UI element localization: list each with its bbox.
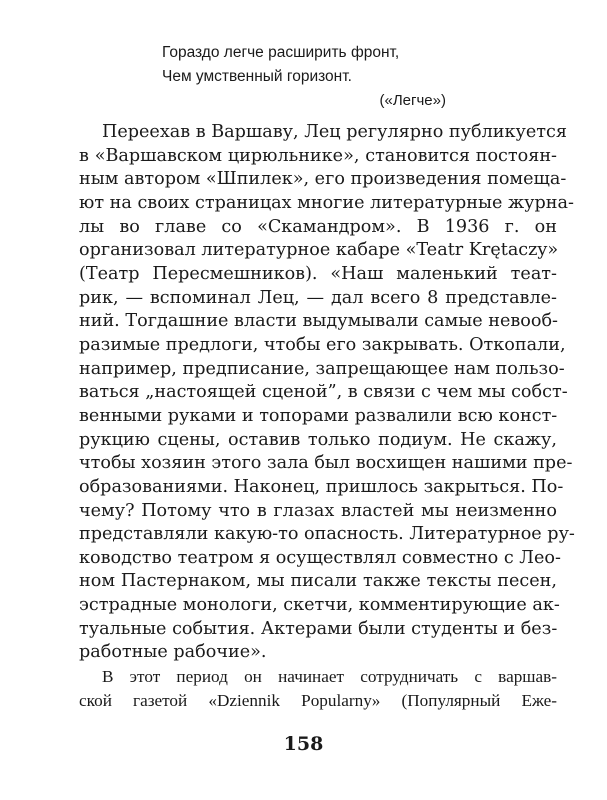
text-line: организовал литературное кабаре «Teatr Krętaczy» bbox=[79, 240, 559, 261]
text-line: эстрадные монологи, скетчи, комментирующие ак- bbox=[79, 595, 560, 616]
epigraph-source: («Легче») bbox=[379, 92, 446, 109]
text-line: ном Пастернаком, мы писали также тексты песен, bbox=[79, 571, 557, 592]
text-line: образованиями. Наконец, пришлось закрыться. По- bbox=[79, 476, 564, 497]
text-line: ют на своих страницах многие литературные журна- bbox=[79, 192, 574, 213]
text-line: Переехав в Варшаву, Лец регулярно публикуется bbox=[102, 122, 567, 142]
body-text bbox=[79, 121, 575, 712]
text-line: ководство театром я осуществлял совместно с Лео- bbox=[79, 547, 561, 568]
text-line: лы во главе со «Скамандром». В 1936 г. он bbox=[79, 216, 557, 237]
text-line: ным автором «Шпилек», его произведения помеща- bbox=[79, 169, 567, 190]
text-line: туальные события. Актерами были студенты и без- bbox=[79, 618, 558, 639]
text-line: ний. Тогдашние власти выдумывали самые невооб- bbox=[79, 311, 558, 332]
text-line: представляли какую-то опасность. Литературное ру- bbox=[79, 524, 575, 545]
text-line: рик, — вспоминал Лец, — дал всего 8 представле- bbox=[79, 287, 557, 308]
text-line: ваться „настоящей сценой”, в связи с чем мы собст- bbox=[79, 382, 568, 403]
text-line: (Театр Пересмешников). «Наш маленький теат- bbox=[79, 263, 557, 284]
text-line: венными руками и топорами развалили всю конст- bbox=[79, 405, 558, 426]
epigraph-line: Гораздо легче расширить фронт, bbox=[162, 44, 400, 61]
text-line: рукцию сцены, оставив только подиум. Не скажу, bbox=[79, 429, 557, 450]
epigraph bbox=[162, 41, 482, 113]
text-line: чтобы хозяин этого зала был восхищен нашими пре- bbox=[79, 453, 573, 474]
page-number: 158 bbox=[283, 733, 324, 755]
text-line: в «Варшавском цирюльнике», становится постоян- bbox=[79, 145, 557, 166]
text-line: чему? Потому что в глазах властей мы неизменно bbox=[79, 500, 557, 521]
text-line: например, предписание, запрещающее нам пользо- bbox=[79, 358, 565, 379]
text-line: В этот период он начинает сотрудничать с варшав- bbox=[102, 667, 557, 687]
text-line: работные рабочие». bbox=[79, 642, 267, 663]
epigraph-line: Чем умственный горизонт. bbox=[162, 68, 352, 85]
text-line: разимые предлоги, чтобы его закрывать. Откопали, bbox=[79, 334, 566, 355]
text-line: ской газетой «Dziennik Popularny» (Популярный Еже- bbox=[79, 690, 557, 710]
